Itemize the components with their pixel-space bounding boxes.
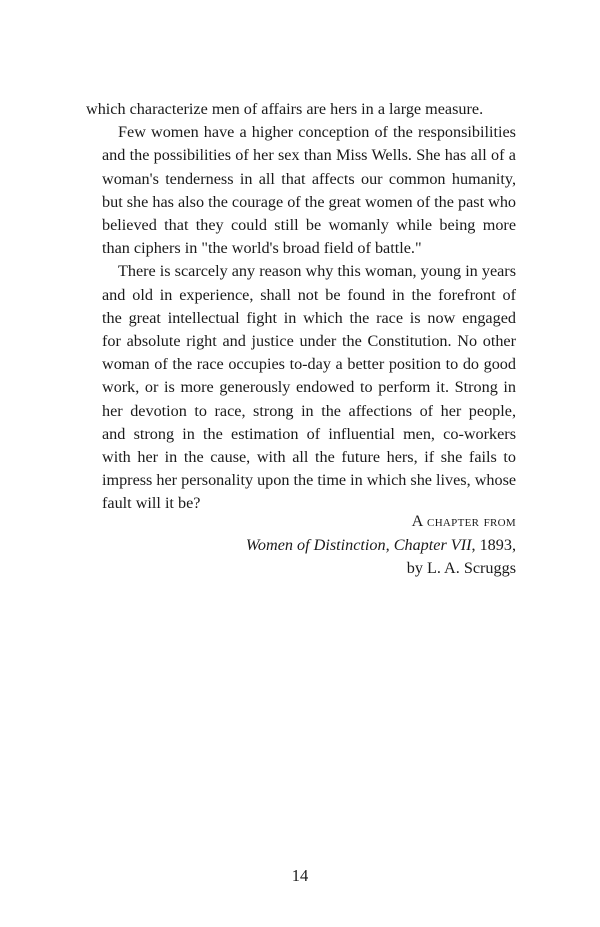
paragraph-1 [86,98,516,121]
attribution-source [246,534,516,558]
text-line: work, or is more generously endowed to perform it. Strong in [102,378,516,397]
text-line: fault will it be? [102,494,201,513]
text-line: woman's tenderness in all that affects our common humanity, [102,169,516,188]
text-line: and strong in the estimation of influential men, co-workers [102,424,516,443]
attribution-author: by L. A. Scruggs [406,559,516,578]
paragraph-3 [86,260,516,515]
page-number: 14 [291,866,309,885]
attribution [246,510,516,581]
text-line: than ciphers in "the world's broad field of battle." [102,239,422,258]
text-line: believed that they could still be womanly while being more [102,216,516,235]
text-line: impress her personality upon the time in which she lives, whose [102,471,517,490]
text-line: her devotion to race, strong in the affections of her people, [102,401,516,420]
paragraph-2 [86,121,516,260]
text-line: Few women have a higher conception of the responsibilities [118,123,516,142]
text-line: and old in experience, shall not be found in the forefront of [102,285,516,304]
text-line: for absolute right and justice under the Constitution. No other [102,332,516,351]
text-line: woman of the race occupies to-day a better position to do good [102,355,516,374]
text-line: There is scarcely any reason why this woman, young in years [118,262,516,281]
attribution-heading: A chapter from [411,512,516,530]
source-year: , 1893, [471,535,516,554]
text-line: the great intellectual fight in which the race is now engaged [102,308,516,327]
text-line: and the possibilities of her sex than Miss Wells. She has all of a [102,146,516,165]
source-title: Women of Distinction, Chapter VII [245,535,472,554]
page-body [86,98,516,516]
text-line: with her in the cause, with all the future hers, if she fails to [102,448,516,467]
text-line: which characterize men of affairs are hers in a large measure. [86,100,484,118]
text-line: but she has also the courage of the great women of the past who [102,192,517,211]
